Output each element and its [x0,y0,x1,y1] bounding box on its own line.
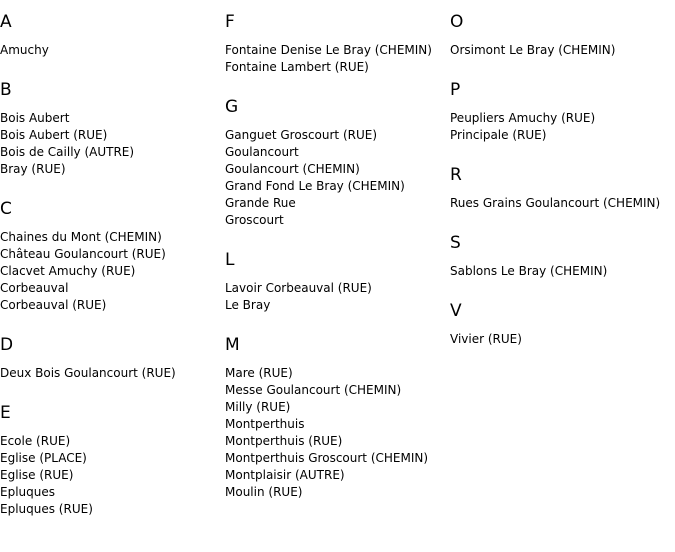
street-item[interactable]: Fontaine Lambert (RUE) [225,60,369,74]
letter-group-l [225,238,445,314]
street-item[interactable]: Fontaine Denise Le Bray (CHEMIN) [225,43,432,57]
street-item[interactable]: Deux Bois Goulancourt (RUE) [0,366,176,380]
letter-group-o [450,0,670,59]
street-item[interactable]: Le Bray [225,298,271,312]
street-list [225,127,445,229]
street-list [0,365,220,382]
street-list [225,280,445,314]
street-item[interactable]: Montplaisir (AUTRE) [225,468,345,482]
street-item[interactable]: Messe Goulancourt (CHEMIN) [225,383,402,397]
street-item[interactable]: Vivier (RUE) [450,332,522,346]
street-item[interactable]: Corbeauval [0,281,69,295]
letter-heading: B [0,80,12,100]
index-column-1 [0,0,220,527]
letter-group-d [0,323,220,382]
street-item[interactable]: Peupliers Amuchy (RUE) [450,111,596,125]
street-list [0,433,220,518]
street-item[interactable]: Ecole (RUE) [0,434,71,448]
street-item[interactable]: Chaines du Mont (CHEMIN) [0,230,162,244]
street-list [450,263,670,280]
street-item[interactable]: Milly (RUE) [225,400,291,414]
letter-group-e [0,391,220,518]
letter-group-r [450,153,670,212]
street-item[interactable]: Bois Aubert [0,111,70,125]
street-list [0,229,220,314]
street-item[interactable]: Principale (RUE) [450,128,547,142]
index-column-3 [450,0,670,357]
street-item[interactable]: Mare (RUE) [225,366,293,380]
street-item[interactable]: Château Goulancourt (RUE) [0,247,166,261]
street-item[interactable]: Sablons Le Bray (CHEMIN) [450,264,608,278]
street-item[interactable]: Montperthuis [225,417,305,431]
street-item[interactable]: Epluques [0,485,55,499]
letter-heading: O [450,12,464,32]
street-item[interactable]: Epluques (RUE) [0,502,93,516]
letter-heading: L [225,250,235,270]
letter-group-s [450,221,670,280]
street-list [0,110,220,178]
letter-heading: C [0,199,12,219]
letter-heading: G [225,97,239,117]
street-item[interactable]: Grande Rue [225,196,296,210]
street-item[interactable]: Orsimont Le Bray (CHEMIN) [450,43,616,57]
street-item[interactable]: Bois Aubert (RUE) [0,128,108,142]
letter-heading: R [450,165,462,185]
letter-heading: D [0,335,14,355]
street-item[interactable]: Ganguet Groscourt (RUE) [225,128,378,142]
street-list [450,331,670,348]
letter-heading: P [450,80,461,100]
street-item[interactable]: Goulancourt [225,145,299,159]
street-item[interactable]: Clacvet Amuchy (RUE) [0,264,136,278]
street-item[interactable]: Eglise (PLACE) [0,451,87,465]
street-item[interactable]: Corbeauval (RUE) [0,298,107,312]
letter-group-p [450,68,670,144]
street-item[interactable]: Lavoir Corbeauval (RUE) [225,281,372,295]
letter-heading: M [225,335,240,355]
street-item[interactable]: Goulancourt (CHEMIN) [225,162,360,176]
letter-group-g [225,85,445,229]
street-list [225,42,445,76]
letter-heading: S [450,233,461,253]
street-item[interactable]: Montperthuis (RUE) [225,434,343,448]
letter-group-v [450,289,670,348]
street-item[interactable]: Eglise (RUE) [0,468,74,482]
street-list [0,42,220,59]
street-list [450,110,670,144]
street-list [450,42,670,59]
letter-heading: A [0,12,12,32]
street-item[interactable]: Groscourt [225,213,284,227]
letter-group-b [0,68,220,178]
letter-group-f [225,0,445,76]
letter-group-m [225,323,445,501]
street-item[interactable]: Grand Fond Le Bray (CHEMIN) [225,179,405,193]
letter-heading: E [0,403,11,423]
street-item[interactable]: Moulin (RUE) [225,485,303,499]
street-item[interactable]: Bray (RUE) [0,162,66,176]
letter-group-c [0,187,220,314]
street-item[interactable]: Amuchy [0,43,49,57]
street-list [225,365,445,501]
street-list [450,195,670,212]
street-item[interactable]: Rues Grains Goulancourt (CHEMIN) [450,196,661,210]
street-item[interactable]: Montperthuis Groscourt (CHEMIN) [225,451,429,465]
letter-heading: V [450,301,462,321]
index-column-2 [225,0,445,510]
letter-heading: F [225,12,235,32]
street-item[interactable]: Bois de Cailly (AUTRE) [0,145,135,159]
letter-group-a [0,0,220,59]
